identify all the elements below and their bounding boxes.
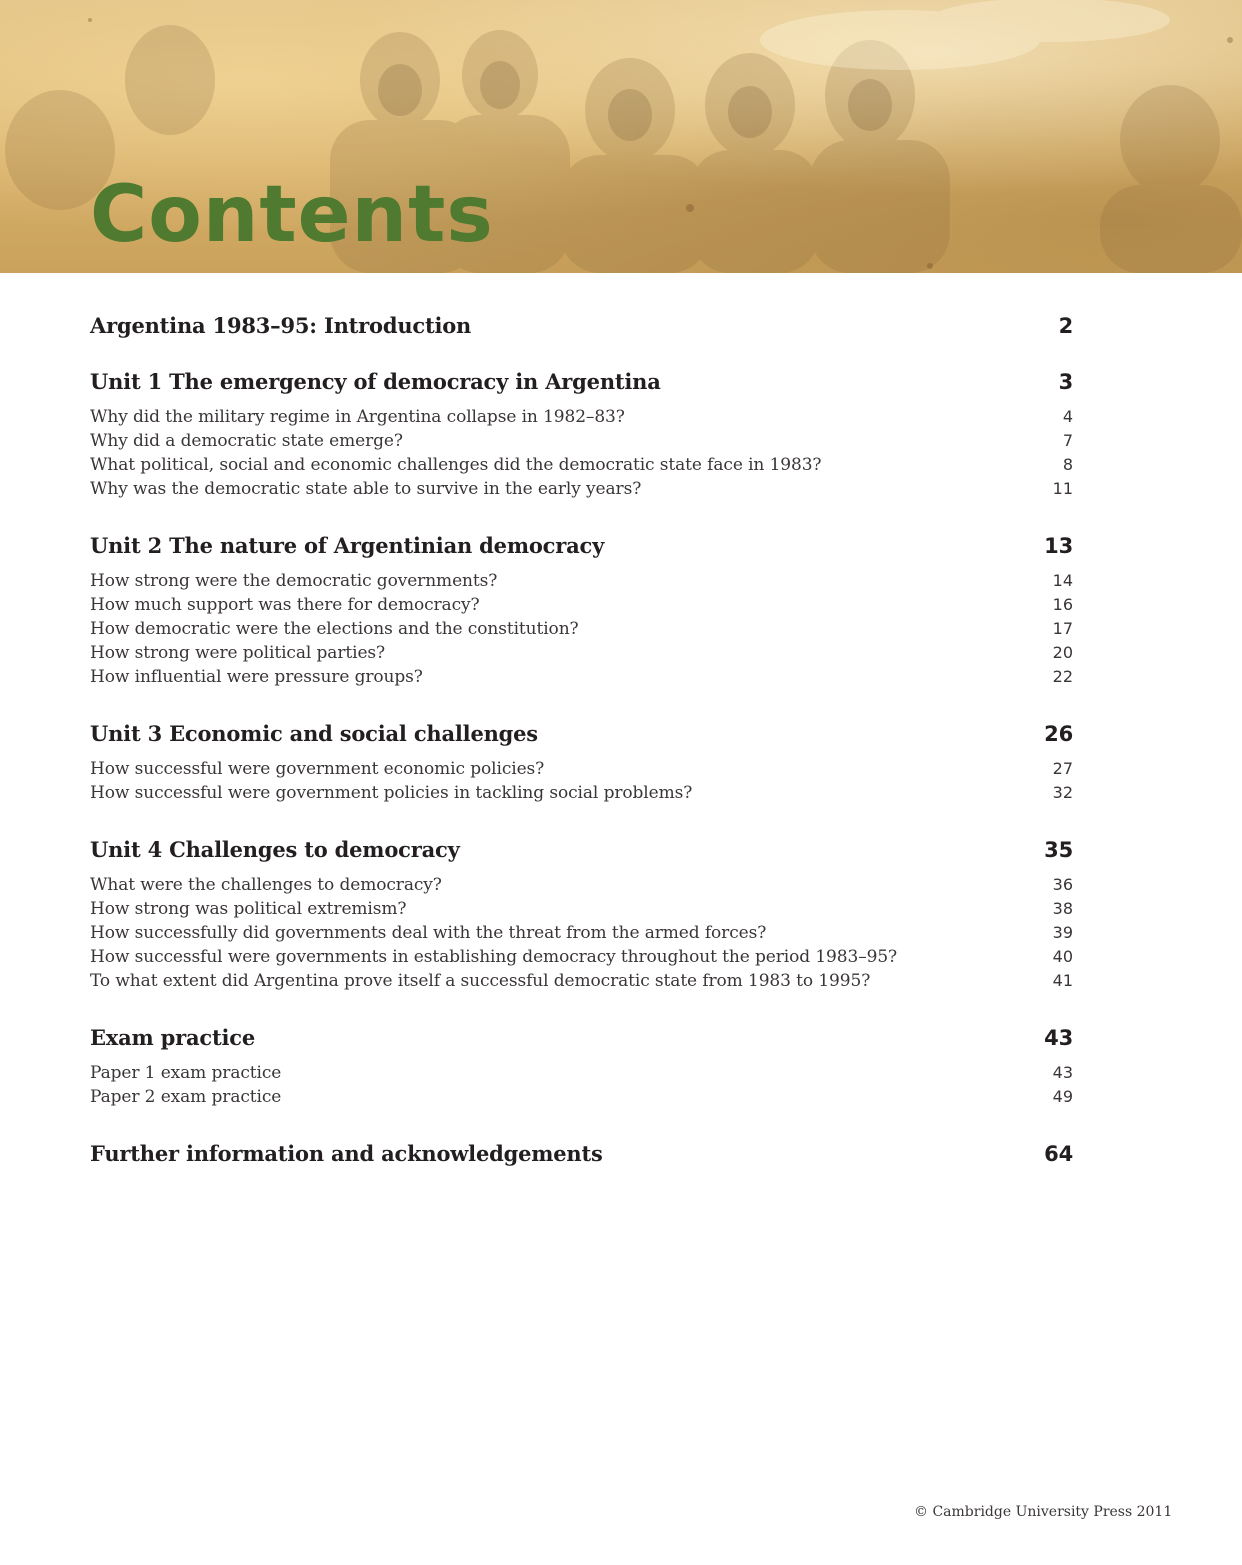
toc-entry-page: 8 — [1062, 455, 1073, 474]
toc-entry-page: 7 — [1062, 431, 1073, 450]
toc-entry-page: 17 — [1052, 619, 1073, 638]
toc-entry-page: 40 — [1052, 947, 1073, 966]
toc-heading-row[interactable] — [90, 1025, 1073, 1063]
toc-heading-title: Exam practice — [90, 1025, 256, 1050]
toc-entry-page: 38 — [1052, 899, 1073, 918]
toc-heading-title: Unit 2 The nature of Argentinian democracy — [90, 533, 605, 558]
toc-heading-title: Further information and acknowledgements — [90, 1141, 603, 1166]
toc-entry-title: How democratic were the elections and the constitution? — [90, 619, 579, 639]
toc-entry-row[interactable] — [90, 595, 1073, 619]
toc-entry-row[interactable] — [90, 875, 1073, 899]
toc-entry-page: 20 — [1052, 643, 1073, 662]
toc-heading-page: 35 — [1044, 838, 1073, 862]
toc-entry-title: How strong were political parties? — [90, 643, 386, 663]
toc-entry-page: 41 — [1052, 971, 1073, 990]
toc-heading-row[interactable] — [90, 721, 1073, 759]
toc-heading-title: Unit 1 The emergency of democracy in Argentina — [90, 369, 661, 394]
toc-entry-row[interactable] — [90, 407, 1073, 431]
toc-entry-title: Paper 2 exam practice — [90, 1087, 282, 1107]
toc-section — [90, 1025, 1073, 1111]
toc-entry-page: 49 — [1052, 1087, 1073, 1106]
toc-section — [90, 837, 1073, 995]
toc-heading-title: Unit 4 Challenges to democracy — [90, 837, 460, 862]
page-title: Contents — [90, 170, 494, 260]
toc-entry-row[interactable] — [90, 783, 1073, 807]
toc-entry-row[interactable] — [90, 431, 1073, 455]
toc-entry-title: Why was the democratic state able to survive in the early years? — [90, 479, 642, 499]
toc-entry-title: How influential were pressure groups? — [90, 667, 423, 687]
toc-heading-page: 3 — [1058, 370, 1073, 394]
toc-heading-title: Argentina 1983–95: Introduction — [90, 313, 472, 338]
toc-entry-title: Paper 1 exam practice — [90, 1063, 282, 1083]
header-banner — [0, 0, 1242, 273]
toc-entry-title: How successfully did governments deal with the threat from the armed forces? — [90, 923, 767, 943]
toc-heading-page: 13 — [1044, 534, 1073, 558]
toc-entry-title: How much support was there for democracy? — [90, 595, 480, 615]
toc-entry-page: 22 — [1052, 667, 1073, 686]
toc-entry-title: How successful were government policies in tackling social problems? — [90, 783, 693, 803]
toc-entry-title: Why did the military regime in Argentina collapse in 1982–83? — [90, 407, 625, 427]
toc-entry-title: How strong were the democratic governments? — [90, 571, 498, 591]
toc-entry-title: What political, social and economic challenges did the democratic state face in 1983? — [90, 455, 822, 475]
toc-entry-title: How successful were governments in establishing democracy throughout the period 1983–95? — [90, 947, 898, 967]
toc-entry-page: 14 — [1052, 571, 1073, 590]
toc-entry-row[interactable] — [90, 971, 1073, 995]
toc-entry-title: How successful were government economic policies? — [90, 759, 545, 779]
toc-section — [90, 1141, 1073, 1179]
toc-entry-page: 11 — [1052, 479, 1073, 498]
toc-entry-title: How strong was political extremism? — [90, 899, 407, 919]
toc-entry-page: 32 — [1052, 783, 1073, 802]
toc-section — [90, 313, 1073, 351]
toc-entry-row[interactable] — [90, 479, 1073, 503]
toc-entry-row[interactable] — [90, 571, 1073, 595]
copyright-notice: © Cambridge University Press 2011 — [914, 1504, 1173, 1520]
toc-entry-row[interactable] — [90, 947, 1073, 971]
toc-heading-row[interactable] — [90, 1141, 1073, 1179]
toc-heading-page: 2 — [1058, 314, 1073, 338]
toc-entry-row[interactable] — [90, 1087, 1073, 1111]
toc-section — [90, 369, 1073, 503]
toc-entry-row[interactable] — [90, 923, 1073, 947]
toc-heading-row[interactable] — [90, 533, 1073, 571]
toc-entry-row[interactable] — [90, 899, 1073, 923]
toc-entry-page: 27 — [1052, 759, 1073, 778]
toc-entry-page: 36 — [1052, 875, 1073, 894]
toc-entry-row[interactable] — [90, 667, 1073, 691]
toc-section — [90, 533, 1073, 691]
toc-section — [90, 721, 1073, 807]
toc-heading-page: 43 — [1044, 1026, 1073, 1050]
toc-entry-title: Why did a democratic state emerge? — [90, 431, 403, 451]
toc-heading-row[interactable] — [90, 837, 1073, 875]
toc-entry-row[interactable] — [90, 455, 1073, 479]
toc-heading-row[interactable] — [90, 313, 1073, 351]
toc-entry-row[interactable] — [90, 643, 1073, 667]
toc-entry-page: 39 — [1052, 923, 1073, 942]
toc-heading-page: 64 — [1044, 1142, 1073, 1166]
toc-heading-title: Unit 3 Economic and social challenges — [90, 721, 538, 746]
toc-entry-page: 4 — [1062, 407, 1073, 426]
toc-entry-title: To what extent did Argentina prove itself a successful democratic state from 1983 to 1995? — [90, 971, 871, 991]
toc-entry-row[interactable] — [90, 1063, 1073, 1087]
toc-entry-page: 16 — [1052, 595, 1073, 614]
toc-heading-page: 26 — [1044, 722, 1073, 746]
toc-entry-row[interactable] — [90, 759, 1073, 783]
toc-entry-row[interactable] — [90, 619, 1073, 643]
toc-entry-page: 43 — [1052, 1063, 1073, 1082]
toc-heading-row[interactable] — [90, 369, 1073, 407]
toc-entry-title: What were the challenges to democracy? — [90, 875, 442, 895]
table-of-contents — [90, 313, 1073, 1197]
